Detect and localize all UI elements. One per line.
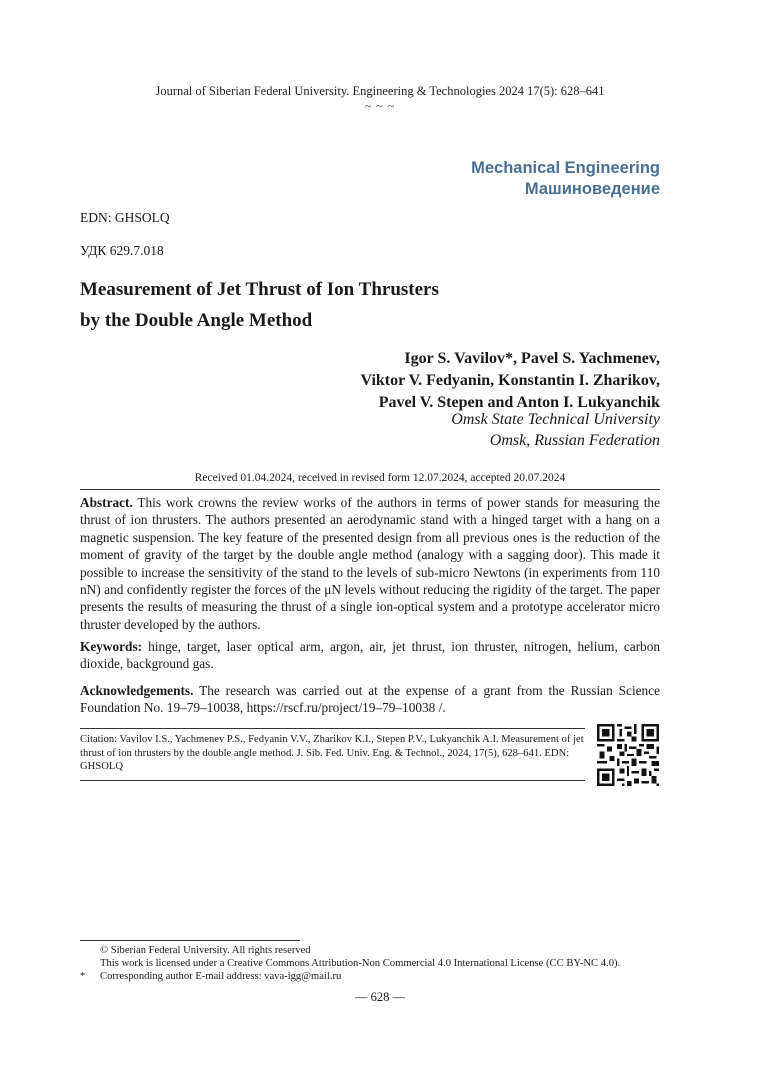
abstract — [80, 494, 660, 633]
authors-line-2: Viktor V. Fedyanin, Konstantin I. Zharikov, — [360, 372, 660, 389]
page-number: — 628 — — [355, 990, 405, 1004]
citation-box — [80, 728, 585, 781]
title-line-2: by the Double Angle Method — [80, 310, 313, 331]
keywords-text: hinge, target, laser optical arm, argon, air, jet thrust, ion thruster, nitrogen, helium, carbon dioxide, background gas. — [80, 639, 661, 672]
acknowledgements-label: Acknowledgements. — [80, 683, 194, 698]
affiliation-line-1: Omsk State Technical University — [451, 411, 660, 428]
license-note: This work is licensed under a Creative Commons Attribution-Non Commercial 4.0 International License (CC BY-NC 4.0). — [100, 958, 621, 969]
qr-code[interactable] — [597, 724, 659, 786]
author-list — [361, 348, 661, 414]
abstract-divider — [80, 489, 660, 490]
keywords — [80, 638, 660, 673]
section-russian: Машиноведение — [524, 180, 660, 198]
citation-text: Citation: Vavilov I.S., Yachmenev P.S., Fedyanin V.V., Zharikov K.I., Stepen P.V., Lukyanchik A.I. Measurement of jet thrust of ion thrusters by the double angle method. J. Sib. Fed. Univ. Eng. & Technol., 2024, 17(5), 628–641. EDN: GHSOLQ — [80, 734, 584, 772]
abstract-label: Abstract. — [80, 495, 133, 510]
footnote-divider — [80, 940, 300, 941]
journal-header: Journal of Siberian Federal University. Engineering & Technologies 2024 17(5): 628–641 — [155, 84, 605, 98]
received-dates: Received 01.04.2024, received in revised form 12.07.2024, accepted 20.07.2024 — [194, 472, 566, 484]
affiliation — [451, 409, 660, 451]
keywords-label: Keywords: — [80, 639, 143, 654]
paper-title — [80, 274, 439, 336]
authors-line-1: Igor S. Vavilov*, Pavel S. Yachmenev, — [404, 350, 660, 367]
affiliation-line-2: Omsk, Russian Federation — [489, 432, 660, 449]
copyright-note: © Siberian Federal University. All rights reserved — [100, 945, 311, 956]
title-line-1: Measurement of Jet Thrust of Ion Thrusters — [80, 279, 439, 300]
footnote-marker: * — [80, 971, 86, 982]
header-ornament: ~ ~ ~ — [364, 99, 396, 113]
edn-code: EDN: GHSOLQ — [80, 210, 170, 225]
corresponding-author-note: Corresponding author E-mail address: vava-igg@mail.ru — [100, 971, 342, 982]
acknowledgements-text: The research was carried out at the expense of a grant from the Russian Science Foundation No. 19–79–10038, https://rscf.ru/project/19–79–10038 /. — [80, 683, 660, 716]
acknowledgements — [80, 682, 660, 717]
abstract-text: This work crowns the review works of the authors in terms of power stands for measuring the thrust of ion thrusters. The authors presented an aerodynamic stand with a hinged target with a hang on a magnetic suspension. The key feature of the presented design from all previous ones is the reduction of the moment of gravity of the target by the double angle method (analogy with a sagging door). This made it possible to increase the sensitivity of the stand to the levels of sub-micro Newtons (in experiments from 110 nN) and confidently register the forces of the μN levels without reducing the rigidity of the target. The paper presents the results of measuring the thrust of a single ion-optical system and a prototype accelerator micro thruster developed by the authors. — [80, 495, 660, 632]
section-heading — [471, 158, 660, 200]
udk-code: УДК 629.7.018 — [80, 243, 164, 258]
authors-line-3: Pavel V. Stepen and Anton I. Lukyanchik — [378, 394, 660, 411]
section-english: Mechanical Engineering — [471, 159, 660, 177]
